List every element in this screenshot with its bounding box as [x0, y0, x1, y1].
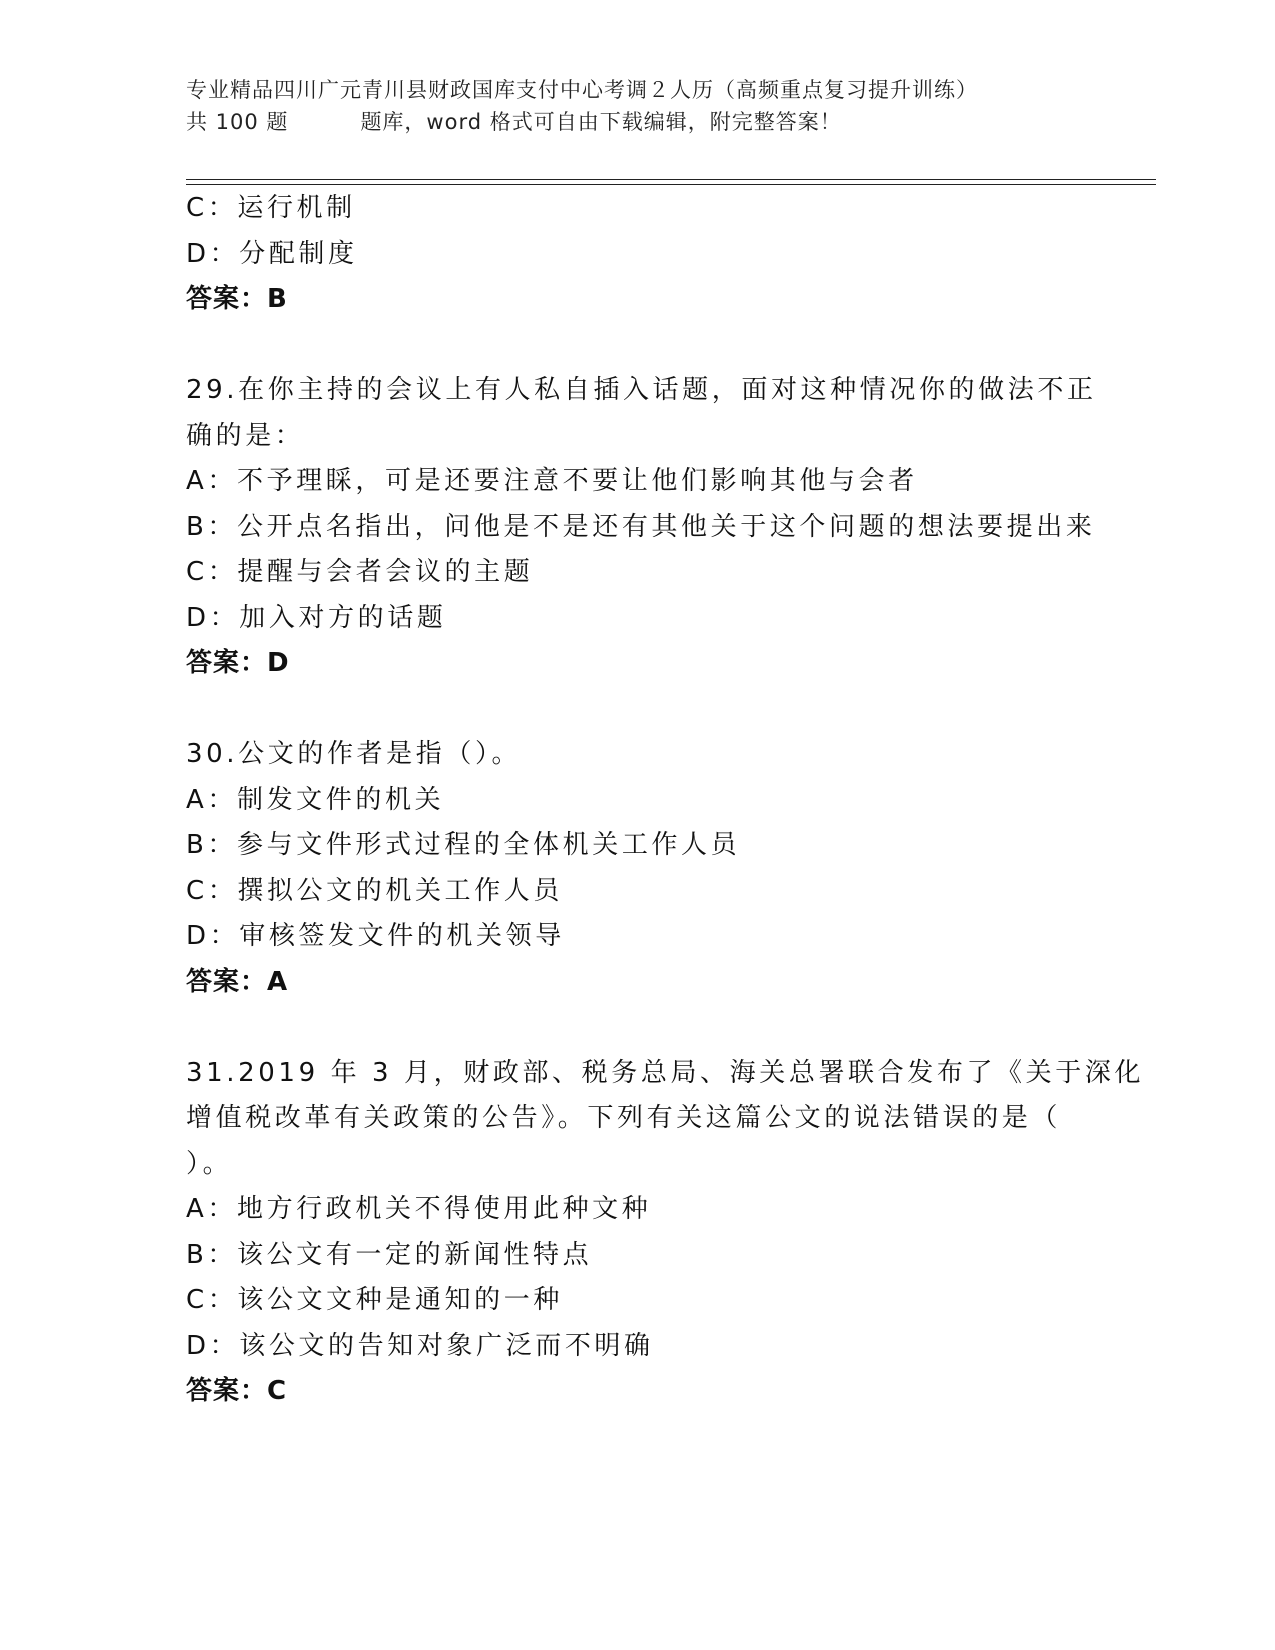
header-description: 题库，word 格式可自由下载编辑，附完整答案！ [360, 110, 842, 134]
question-count-text: 共 100 题 [186, 110, 289, 134]
option-d: D：该公文的告知对象广泛而不明确 [186, 1330, 654, 1361]
answer-line: 答案：B [186, 284, 288, 314]
option-b: B：公开点名指出，问他是不是还有其他关于这个问题的想法要提出来 [186, 511, 1096, 542]
option-c: C：该公文文种是通知的一种 [186, 1285, 563, 1315]
option-c: C：撰拟公文的机关工作人员 [186, 875, 563, 906]
question-stem: 30.公文的作者是指（）。 [186, 739, 522, 769]
option-c: C：运行机制 [186, 193, 356, 223]
question-stem: 确的是： [186, 420, 305, 451]
header-line-1: 专业精品四川广元青川县财政国库支付中心考调２人历（高频重点复习提升训练） [186, 78, 978, 102]
answer-line: 答案：A [186, 966, 289, 997]
option-a: A：制发文件的机关 [186, 784, 445, 815]
option-d: D：审核签发文件的机关领导 [186, 921, 565, 951]
option-a: A：地方行政机关不得使用此种文种 [186, 1194, 652, 1224]
paragraph-spacer [186, 323, 1086, 369]
option-b: B：该公文有一定的新闻性特点 [186, 1239, 593, 1270]
option-c: C：提醒与会者会议的主题 [186, 557, 534, 587]
question-stem: 增值税改革有关政策的公告》。下列有关这篇公文的说法错误的是（ [186, 1103, 1062, 1133]
paragraph-spacer [186, 687, 1086, 733]
question-29 [186, 368, 1097, 687]
header-divider-top [186, 179, 1156, 180]
answer-line: 答案：D [186, 648, 290, 678]
question-stem: 31.2019 年 3 月，财政部、税务总局、海关总署联合发布了《关于深化 [186, 1057, 1145, 1088]
question-28-tail [186, 186, 1086, 323]
answer-line: 答案：C [186, 1376, 288, 1406]
option-d: D：加入对方的话题 [186, 602, 447, 633]
option-d: D：分配制度 [186, 238, 358, 269]
paragraph-spacer [186, 1005, 1086, 1051]
option-b: B：参与文件形式过程的全体机关工作人员 [186, 830, 741, 860]
header-line-2 [186, 106, 1086, 138]
question-stem: 29.在你主持的会议上有人私自插入话题，面对这种情况你的做法不正 [186, 375, 1097, 405]
question-stem: ）。 [186, 1148, 233, 1179]
header-divider-bottom [186, 184, 1156, 185]
document-header [186, 74, 1086, 138]
option-a: A：不予理睬，可是还要注意不要让他们影响其他与会者 [186, 466, 918, 496]
document-body [186, 186, 1145, 1415]
question-31 [186, 1051, 1145, 1415]
question-30 [186, 732, 1086, 1005]
